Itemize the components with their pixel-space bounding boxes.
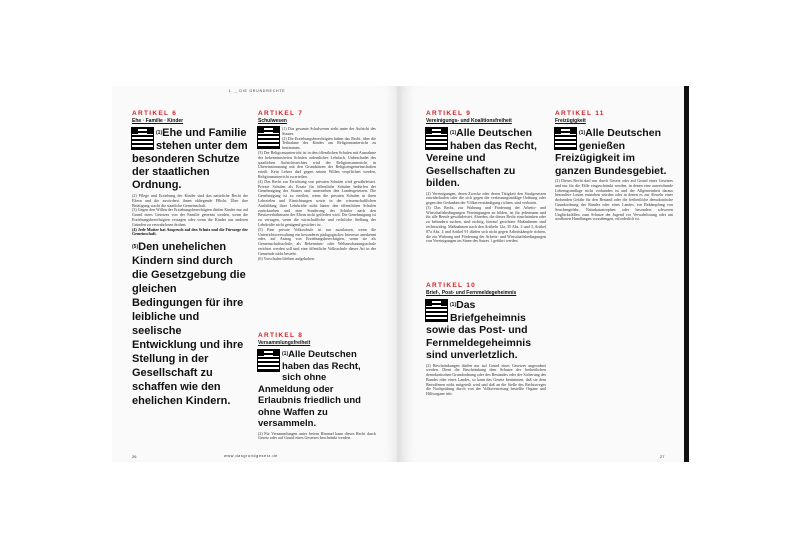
article-10 [426, 282, 546, 397]
cover-edge-right [684, 86, 689, 462]
article-headline: $^{(1)}$Alle Deutschen haben das Recht, sich ohne Anmeldung oder Erlaubnis friedlich und ohne Waffen zu versammeln. [258, 349, 361, 429]
paragraph-2: (2) Beschränkungen dürfen nur auf Grund eines Gesetzes angeordnet werden. Dient die Beschränkung dem Schutze der freiheitlichen demokratischen Grundordnung oder des Bestandes oder der Sicherung des Bundes oder eines Landes, so kann das Gesetz bestimmen, daß sie dem Betroffenen nicht mitgeteilt wird und daß an die Stelle des Rechtsweges die Nachprüfung durch von der Volksvertretung bestellte Organe und Hilfsorgane tritt. [426, 362, 546, 397]
article-number: ARTIKEL 11 [555, 110, 605, 117]
article-8 [258, 332, 376, 441]
article-headline-5: $^{(5)}$Den unehelichen Kindern sind durch die Gesetzgebung die gleichen Bedingungen für ihre leibliche und seelische Entwicklung und ihre Stellung in der Gesellschaft zu schaffen wie den ehelichen Kindern. [132, 241, 246, 408]
paragraph-2: (2) Die Erziehungsberechtigten haben das Recht, über die Teilnahme des Kindes am Religionsunterricht zu bestimmen. [282, 135, 376, 151]
article-number: ARTIKEL 10 [426, 282, 477, 289]
qr-code-icon[interactable] [426, 300, 447, 321]
article-headline: $^{(1)}$Das Briefgeheimnis sowie das Post- und Fernmeldegeheimnis sind unverletzlich. [426, 299, 532, 361]
left-page [112, 86, 402, 462]
article-headline: $^{(1)}$Alle Deutschen haben das Recht, Vereine und Gesellschaften zu bilden. [426, 127, 537, 189]
page-number-left: 26 [132, 454, 137, 459]
article-headline: $^{(1)}$Alle Deutschen genießen Freizügigkeit im ganzen Bundesgebiet. [555, 127, 667, 177]
article-title: Schulwesen [258, 118, 287, 124]
article-title: Freizügigkeit [555, 118, 586, 124]
footer-url[interactable]: www.dasgrundgesetz.de [224, 454, 278, 458]
article-11 [555, 110, 673, 222]
page-number-right: 27 [660, 454, 665, 459]
article-title: Brief-, Post- und Fernmeldegeheimnis [426, 290, 517, 296]
paragraph-6: (6) Vorschulen bleiben aufgehoben. [258, 255, 315, 261]
article-7 [258, 110, 376, 261]
paragraph-3: (3) Das Recht, zur Wahrung und Förderung der Arbeits- und Wirtschaftsbedingungen Vereinigungen zu bilden, ist für jedermann und für alle Berufe gewährleistet. Abreden, die dieses Recht einschränken oder zu behindern suchen, sind nichtig, hierauf gerichtete Maßnahmen sind rechtswidrig. Maßnahmen nach den Artikeln 12a, 35 Abs. 2 und 3, Artikel 87a Abs. 4 und Artikel 91 dürfen sich nicht gegen Arbeitskämpfe richten, die zur Wahrung und Förderung der Arbeits- und Wirtschaftsbedingungen von Vereinigungen im Sinne des Satzes 1 geführt werden. [426, 204, 546, 244]
paragraph-4: (4) Jede Mutter hat Anspruch auf den Schutz und die Fürsorge der Gemeinschaft. [132, 226, 248, 237]
paragraph-3: (3) Der Religionsunterricht ist in den öffentlichen Schulen mit Ausnahme der bekenntnisfreien Schulen ordentliches Lehrfach. Unbeschadet des staatlichen Aufsichtsrechtes wird der Religionsunterricht in Übereinstimmung mit den Grundsätzen der Religionsgemeinschaften erteilt. Kein Lehrer darf gegen seinen Willen verpflichtet werden, Religionsunterricht zu erteilen. [258, 149, 376, 179]
paragraph-5: (5) Eine private Volksschule ist nur zuzulassen, wenn die Unterrichtsverwaltung ein besonderes pädagogisches Interesse anerkennt oder, auf Antrag von Erziehungsberechtigten, wenn sie als Gemeinschaftsschule, als Bekenntnis- oder Weltanschauungsschule errichtet werden soll und eine öffentliche Volksschule dieser Art in der Gemeinde nicht besteht. [258, 226, 376, 256]
article-title: Vereinigungs- und Koalitionsfreiheit [426, 118, 512, 124]
paragraph-2: (2) Für Versammlungen unter freiem Himmel kann dieses Recht durch Gesetz oder auf Grund eines Gesetzes beschränkt werden. [258, 430, 376, 441]
paragraph-2: (2) Pflege und Erziehung der Kinder sind das natürliche Recht der Eltern und die zuvörderst ihnen obliegende Pflicht. Über ihre Betätigung wacht die staatliche Gemeinschaft. [132, 193, 248, 208]
qr-code-icon[interactable] [426, 128, 447, 149]
article-title: Versammlungsfreiheit [258, 340, 311, 346]
article-number: ARTIKEL 6 [132, 110, 178, 117]
article-headline: $^{(1)}$Ehe und Familie stehen unter dem besonderen Schutze der staatlichen Ordnung. [132, 127, 248, 191]
paragraph-1: (1) Das gesamte Schulwesen steht unter der Aufsicht des Staates. [282, 126, 376, 136]
paragraph-2: (2) Vereinigungen, deren Zwecke oder deren Tätigkeit den Strafgesetzen zuwiderlaufen oder die sich gegen die verfassungsmäßige Ordnung oder gegen den Gedanken der Völkerverständigung richten, sind verboten. [426, 190, 546, 206]
article-6 [132, 110, 248, 408]
article-number: ARTIKEL 9 [426, 110, 472, 117]
paragraph-2: (2) Dieses Recht darf nur durch Gesetz oder auf Grund eines Gesetzes und nur für die Fälle eingeschränkt werden, in denen eine ausreichende Lebensgrundlage nicht vorhanden ist und der Allgemeinheit daraus besondere Lasten entstehen würden oder in denen es zur Abwehr einer drohenden Gefahr für den Bestand oder die freiheitliche demokratische Grundordnung des Bundes oder eines Landes, zur Bekämpfung von Seuchengefahr, Naturkatastrophen oder besonders schweren Unglücksfällen, zum Schutze der Jugend vor Verwahrlosung oder um strafbaren Handlungen vorzubeugen, erforderlich ist. [555, 178, 673, 222]
article-number: ARTIKEL 8 [258, 332, 304, 339]
right-page [398, 86, 688, 462]
qr-code-icon[interactable] [258, 350, 279, 371]
qr-code-icon[interactable] [258, 127, 279, 148]
running-head: 1. _ DIE GRUNDRECHTE [228, 89, 286, 93]
paragraph-3: (3) Gegen den Willen der Erziehungsberechtigten dürfen Kinder nur auf Grund eines Gesetzes von der Familie getrennt werden, wenn die Erziehungsberechtigten versagen oder wenn die Kinder aus anderen Gründen zu verwahrlosen drohen. [132, 207, 248, 227]
article-9 [426, 110, 546, 244]
qr-code-icon[interactable] [555, 128, 576, 149]
article-number: ARTIKEL 7 [258, 110, 304, 117]
paragraph-4: (4) Das Recht zur Errichtung von privaten Schulen wird gewährleistet. Private Schulen als Ersatz für öffentliche Schulen bedürfen der Genehmigung des Staates und unterstehen den Landesgesetzen. Die Genehmigung ist zu erteilen, wenn die privaten Schulen in ihren Lehrzielen und Einrichtungen sowie in der wissenschaftlichen Ausbildung ihrer Lehrkräfte nicht hinter den öffentlichen Schulen zurückstehen und eine Sonderung der Schüler nach den Besitzverhältnissen der Eltern nicht gefördert wird. Die Genehmigung ist zu versagen, wenn die wirtschaftliche und rechtliche Stellung der Lehrkräfte nicht genügend gesichert ist. [258, 178, 376, 227]
qr-code-icon[interactable] [132, 128, 153, 149]
article-title: Ehe · Familie · Kinder [132, 118, 184, 124]
